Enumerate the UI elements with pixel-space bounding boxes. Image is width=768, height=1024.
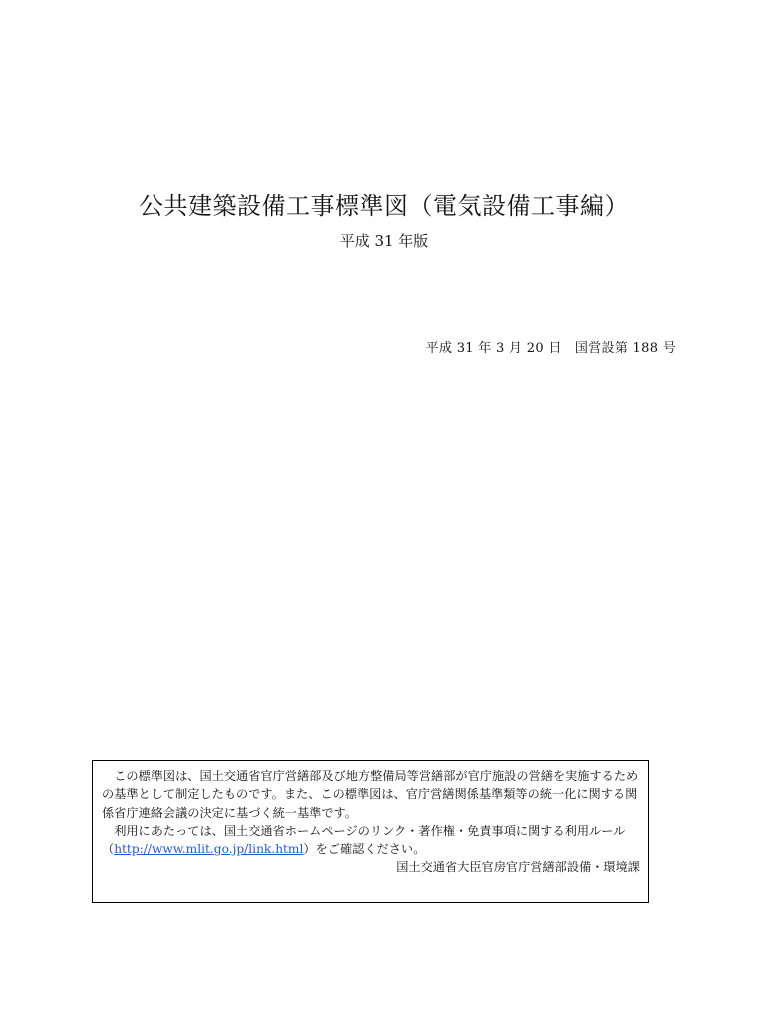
notice-paragraph-2 [102, 822, 640, 859]
notice-signature: 国土交通省大臣官房官庁営繕部設備・環境課 [396, 860, 640, 875]
document-title: 公共建築設備工事標準図（電気設備工事編） [139, 192, 629, 220]
notice-box [92, 760, 649, 903]
link-rules-url[interactable]: http://www.mlit.go.jp/link.html [114, 842, 304, 857]
notice-paragraph-2-text: 利用にあたっては、国土交通省ホームページのリンク・著作権・免責事項に関する利用ルール（ [102, 823, 626, 857]
edition-label: 平成 31 年版 [339, 232, 429, 250]
notice-paragraph-2-tail: ）をご確認ください。 [303, 842, 426, 857]
notice-paragraph-1: この標準図は、国土交通省官庁営繕部及び地方整備局等営繕部が官庁施設の営繕を実施するための基準として制定したものです。また、この標準図は、官庁営繕関係基準類等の統一化に関する関係省庁連絡会議の決定に基づく統一基準です。 [102, 769, 639, 820]
issue-date-number: 平成 31 年 3 月 20 日 国営設第 188 号 [425, 341, 676, 356]
